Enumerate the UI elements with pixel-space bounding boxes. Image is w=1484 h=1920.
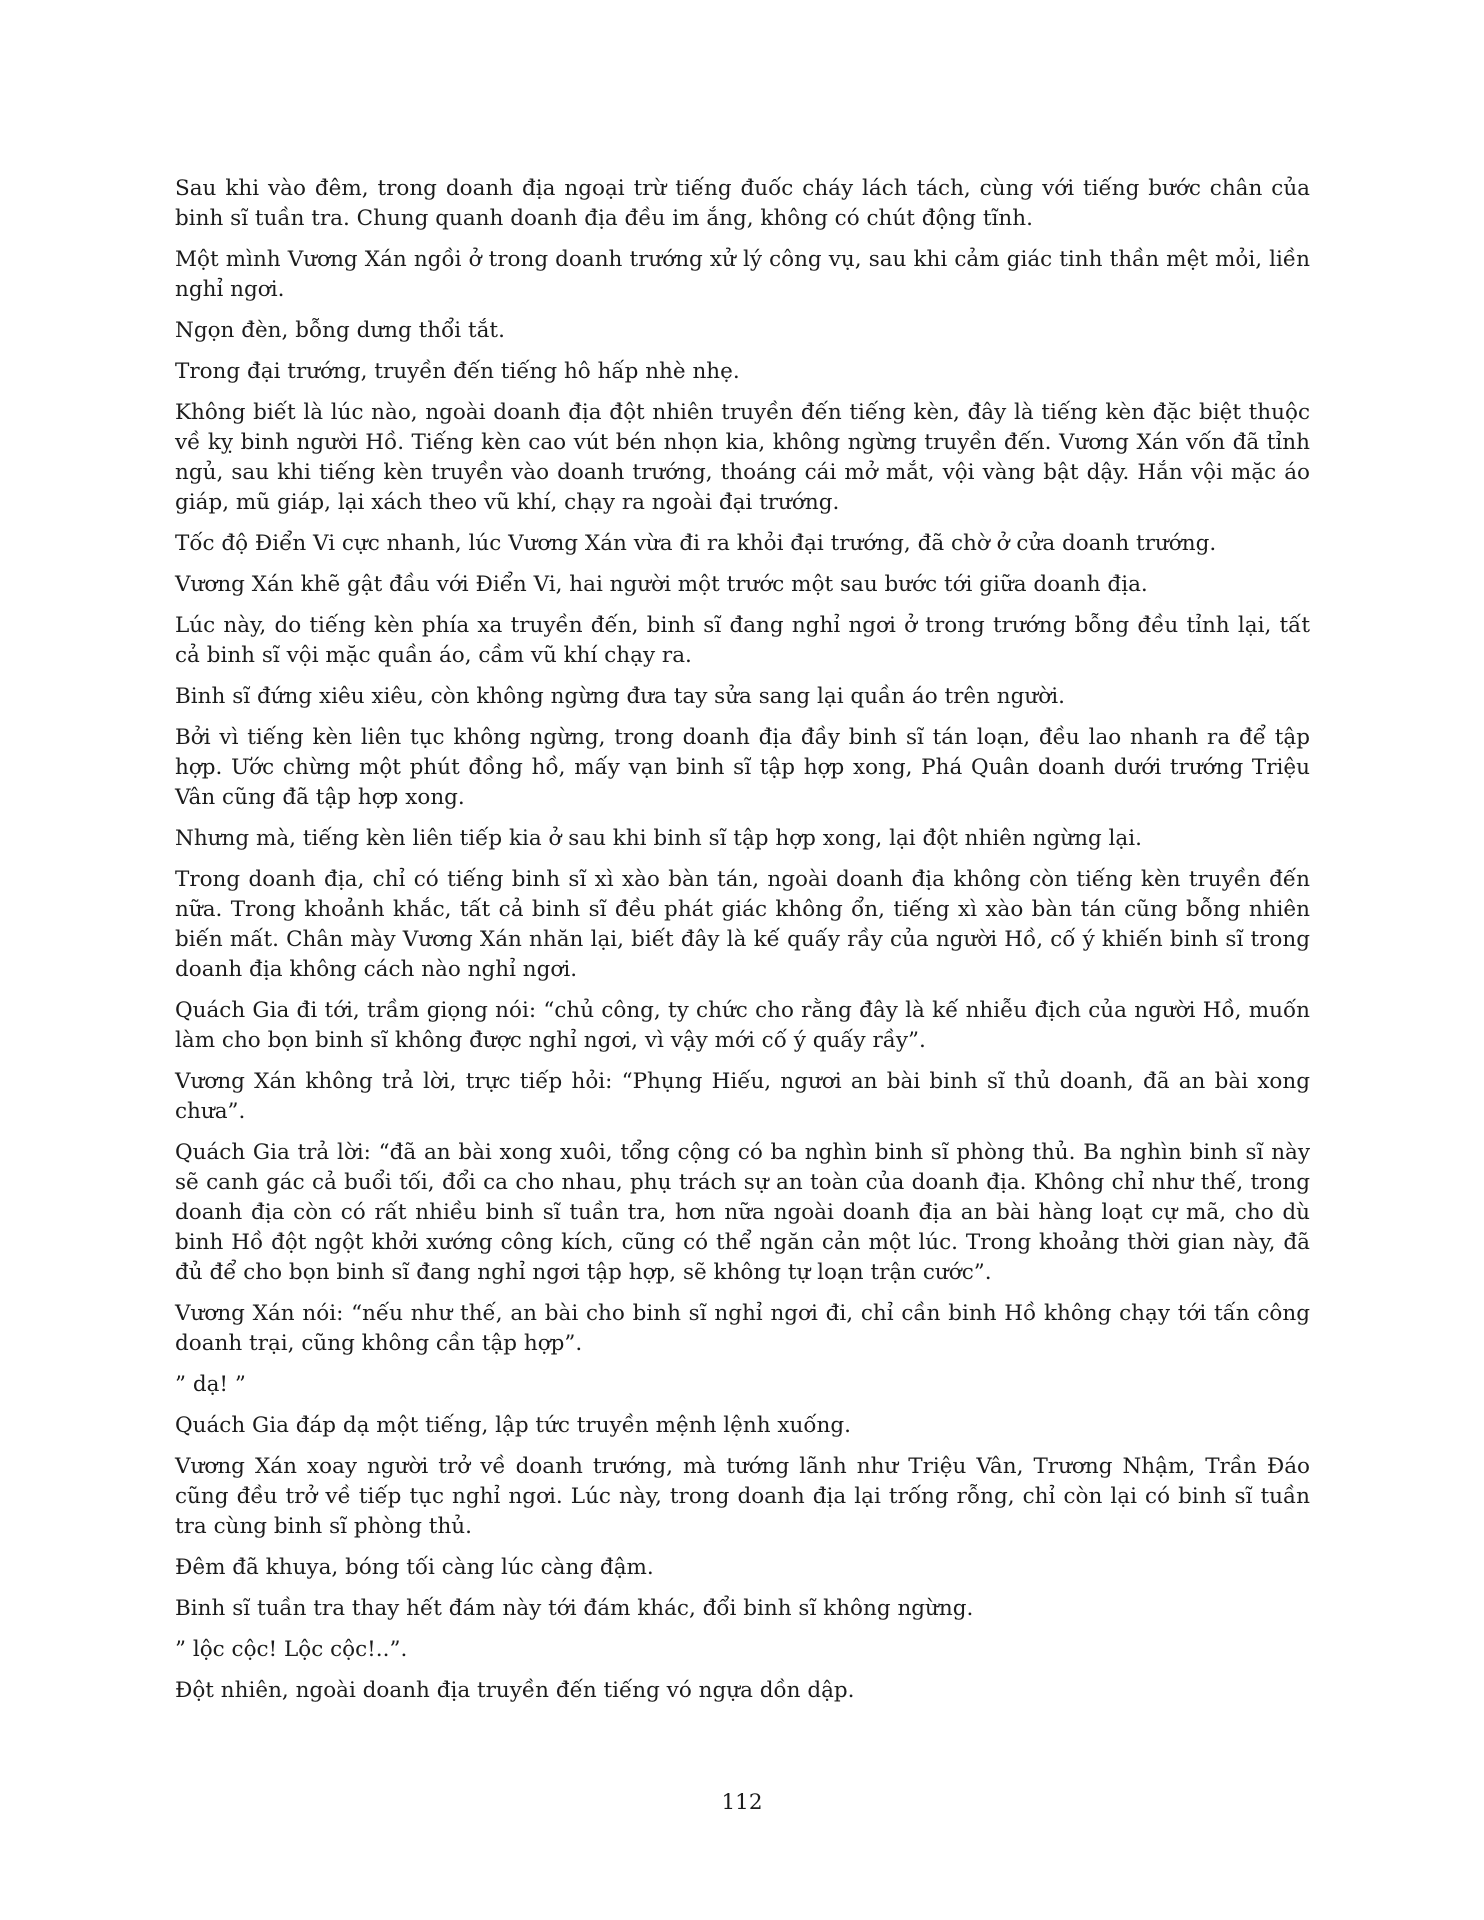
paragraph: Đêm đã khuya, bóng tối càng lúc càng đậm.: [175, 1555, 654, 1580]
page-number: 112: [721, 1790, 763, 1815]
paragraph: Trong đại trướng, truyền đến tiếng hô hấp nhè nhẹ.: [175, 359, 740, 384]
paragraph: Quách Gia trả lời: “đã an bài xong xuôi, tổng cộng có ba nghìn binh sĩ phòng thủ. Ba nghìn binh sĩ này sẽ canh gác cả buổi tối, đổi ca cho nhau, phụ trách sự an toàn của doanh địa. Không chỉ như thế, trong doanh địa còn có rất nhiều binh sĩ tuần tra, hơn nữa ngoài doanh địa an bài hàng loạt cự mã, cho dù binh Hồ đột ngột khởi xướng công kích, cũng có thể ngăn cản một lúc. Trong khoảng thời gian này, đã đủ để cho bọn binh sĩ đang nghỉ ngơi tập hợp, sẽ không tự loạn trận cước”.: [175, 1140, 1310, 1285]
paragraph: Bởi vì tiếng kèn liên tục không ngừng, trong doanh địa đầy binh sĩ tán loạn, đều lao nhanh ra để tập hợp. Ước chừng một phút đồng hồ, mấy vạn binh sĩ tập hợp xong, Phá Quân doanh dưới trướng Triệu Vân cũng đã tập hợp xong.: [175, 725, 1310, 810]
paragraph: Không biết là lúc nào, ngoài doanh địa đột nhiên truyền đến tiếng kèn, đây là tiếng kèn đặc biệt thuộc về kỵ binh người Hồ. Tiếng kèn cao vút bén nhọn kia, không ngừng truyền đến. Vương Xán vốn đã tỉnh ngủ, sau khi tiếng kèn truyền vào doanh trướng, thoáng cái mở mắt, vội vàng bật dậy. Hắn vội mặc áo giáp, mũ giáp, lại xách theo vũ khí, chạy ra ngoài đại trướng.: [175, 400, 1310, 515]
paragraph: Binh sĩ đứng xiêu xiêu, còn không ngừng đưa tay sửa sang lại quần áo trên người.: [175, 684, 1065, 709]
paragraph: Binh sĩ tuần tra thay hết đám này tới đám khác, đổi binh sĩ không ngừng.: [175, 1596, 974, 1621]
paragraph: Tốc độ Điển Vi cực nhanh, lúc Vương Xán vừa đi ra khỏi đại trướng, đã chờ ở cửa doanh trướng.: [175, 531, 1217, 556]
paragraph: ” dạ! ”: [175, 1372, 246, 1397]
paragraph: ” lộc cộc! Lộc cộc!..”.: [175, 1637, 408, 1662]
paragraph: Quách Gia đi tới, trầm giọng nói: “chủ công, ty chức cho rằng đây là kế nhiễu địch của người Hồ, muốn làm cho bọn binh sĩ không được nghỉ ngơi, vì vậy mới cố ý quấy rầy”.: [175, 998, 1310, 1053]
paragraph: Ngọn đèn, bỗng dưng thổi tắt.: [175, 318, 505, 343]
paragraph: Một mình Vương Xán ngồi ở trong doanh trướng xử lý công vụ, sau khi cảm giác tinh thần mệt mỏi, liền nghỉ ngơi.: [175, 247, 1310, 302]
paragraph: Trong doanh địa, chỉ có tiếng binh sĩ xì xào bàn tán, ngoài doanh địa không còn tiếng kèn truyền đến nữa. Trong khoảnh khắc, tất cả binh sĩ đều phát giác không ổn, tiếng xì xào bàn tán cũng bỗng nhiên biến mất. Chân mày Vương Xán nhăn lại, biết đây là kế quấy rầy của người Hồ, cố ý khiến binh sĩ trong doanh địa không cách nào nghỉ ngơi.: [175, 867, 1310, 982]
paragraph: Vương Xán xoay người trở về doanh trướng, mà tướng lãnh như Triệu Vân, Trương Nhậm, Trần Đáo cũng đều trở về tiếp tục nghỉ ngơi. Lúc này, trong doanh địa lại trống rỗng, chỉ còn lại có binh sĩ tuần tra cùng binh sĩ phòng thủ.: [175, 1454, 1310, 1539]
page-body: [175, 174, 1310, 1717]
paragraph: Vương Xán nói: “nếu như thế, an bài cho binh sĩ nghỉ ngơi đi, chỉ cần binh Hồ không chạy tới tấn công doanh trại, cũng không cần tập hợp”.: [175, 1301, 1310, 1356]
paragraph: Quách Gia đáp dạ một tiếng, lập tức truyền mệnh lệnh xuống.: [175, 1413, 851, 1438]
paragraph: Vương Xán khẽ gật đầu với Điển Vi, hai người một trước một sau bước tới giữa doanh địa.: [175, 572, 1148, 597]
paragraph: Vương Xán không trả lời, trực tiếp hỏi: “Phụng Hiếu, ngươi an bài binh sĩ thủ doanh, đã an bài xong chưa”.: [175, 1069, 1310, 1124]
paragraph: Đột nhiên, ngoài doanh địa truyền đến tiếng vó ngựa dồn dập.: [175, 1678, 855, 1703]
paragraph: Lúc này, do tiếng kèn phía xa truyền đến, binh sĩ đang nghỉ ngơi ở trong trướng bỗng đều tỉnh lại, tất cả binh sĩ vội mặc quần áo, cầm vũ khí chạy ra.: [175, 613, 1310, 668]
paragraph: Sau khi vào đêm, trong doanh địa ngoại trừ tiếng đuốc cháy lách tách, cùng với tiếng bước chân của binh sĩ tuần tra. Chung quanh doanh địa đều im ắng, không có chút động tĩnh.: [175, 176, 1310, 231]
paragraph: Nhưng mà, tiếng kèn liên tiếp kia ở sau khi binh sĩ tập hợp xong, lại đột nhiên ngừng lại.: [175, 826, 1142, 851]
